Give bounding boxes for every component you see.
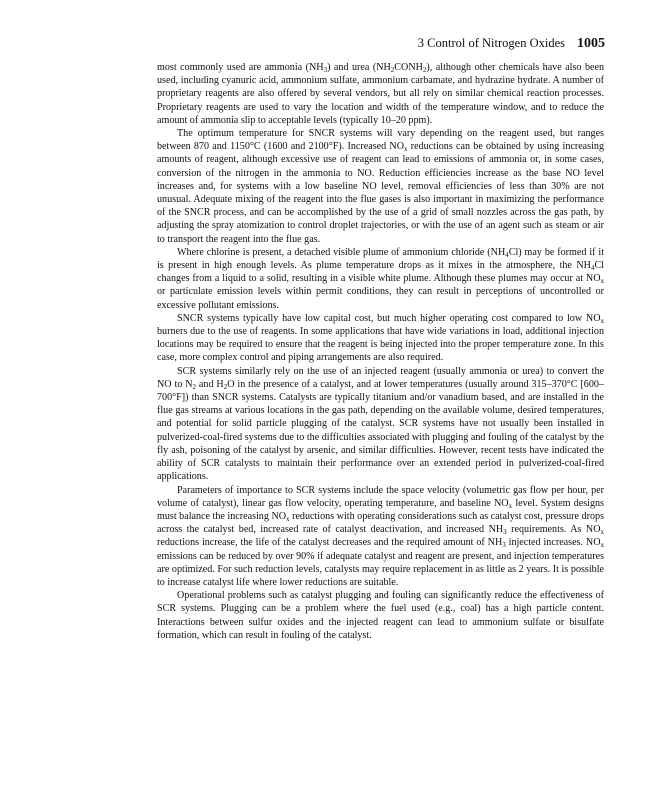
subscript: 4	[590, 264, 595, 273]
page-number: 1005	[577, 36, 605, 51]
subscript: x	[600, 541, 604, 550]
subscript: x	[600, 316, 604, 325]
subscript: x	[600, 277, 604, 286]
paragraph-4: SNCR systems typically have low capital cost, but much higher operating cost compared to low $NO_x$ burners due to the use of reagents. In some applications that have wide variations in load, additional injection locations may be required to ensure that the reagent is being injected into the proper temperature zone. In this case, more complex control and piping arrangements are also required.	[157, 312, 604, 364]
subscript: 2	[192, 382, 197, 391]
subscript: 3	[503, 528, 507, 537]
subscript: x	[600, 528, 604, 537]
paragraph-6: Parameters of importance to SCR systems include the space velocity (volumetric gas flow per hour, per volume of catalyst), linear gas flow velocity, operating temperature, and baseline $NO_x$ level. System designs must balance the increasing $NO_x$ reductions with operating considerations such as catalyst cost, pressure drops across the catalyst bed, increased rate of catalyst deactivation, and increased $NH_3$ requirements. As $NO_x$ reductions increase, the life of the catalyst decreases and the required amount of $NH_3$ injected increases. $NO_x$ emissions can be reduced by over 90% if adequate catalyst and reagent are present, and injection temperatures are optimized. For such reduction levels, catalysts may require replacement in as little as 2 years. It is possible to increase catalyst life where lower reductions are suitable.	[157, 484, 604, 588]
subscript: 2	[223, 382, 228, 391]
paragraph-3: Where chlorine is present, a detached visible plume of ammonium chloride $(NH_4Cl)$ may be formed if it is present in high enough levels. As plume temperature drops as it mixes in the atmosphere, the $NH_4Cl$ changes from a liquid to a solid, resulting in a visible white plume. Although these plumes may occur at $NO_x$ or particulate emission levels within permit conditions, they can result in perceptions of uncontrolled or excessive pollutant emissions.	[157, 246, 605, 311]
subscript: 3	[323, 66, 328, 74]
subscript: x	[286, 514, 290, 523]
chapter-title: 3 Control of Nitrogen Oxides	[417, 36, 565, 50]
subscript: x	[508, 501, 513, 510]
subscript: 3	[502, 541, 506, 550]
subscript: 2	[422, 66, 427, 74]
paragraph-7: Operational problems such as catalyst plugging and fouling can significantly reduce the effectiveness of SCR systems. Plugging can be a problem where the fuel used (e.g., coal) has a high particle content. Interactions between sulfur oxides and the injected reagent can lead to ammonium sulfate or bisulfate formation, which can result in fouling of the catalyst.	[157, 590, 604, 641]
subscript: 2	[390, 66, 395, 74]
body-text	[157, 61, 604, 642]
paragraph-1: most commonly used are ammonia $(NH_3)$ and urea $(NH_2CONH_2)$, although other chemicals have also been used, including cyanuric acid, ammonium sulfate, ammonium carbamate, and hydrazine hydrate. A number of proprietary reagents are also offered by several vendors, but all rely on similar chemical reaction processes. Proprietary reagents are used to vary the location and width of the temperature window, and to reduce the amount of ammonia slip to acceptable levels (typically 10–20 ppm).	[157, 62, 605, 126]
paragraph-5: SCR systems similarly rely on the use of an injected reagent (usually ammonia or urea) to convert the NO to $N_2$ and $H_2O$ in the presence of a catalyst, and at lower temperatures (usually around 315–370°C [600–700°F]) than SNCR systems. Catalysts are typically titanium and/or vanadium based, and are installed in the flue gas streams at various locations in the gas path, depending on the available volume, desired temperatures, and potential for solid particle plugging of the catalyst. SCR systems have not usually been installed in pulverized-coal-fired systems due to the difficulties associated with plugging and fouling of the catalyst by the fly ash, poisoning of the catalyst by arsenic, and similar difficulties. However, recent tests have indicated the ability of SCR catalysts to maintain their performance over an extended period in pulverized-coal-fired applications.	[157, 365, 604, 483]
subscript: 4	[505, 250, 509, 259]
running-header	[157, 36, 605, 52]
paragraph-2: The optimum temperature for SNCR systems will vary depending on the reagent used, but ranges between 870 and 1150°C (1600 and 2100°F). Increased $NO_x$ reductions can be obtained by using increasing amounts of reagent, although excessive use of reagent can lead to emissions of ammonia or, in some cases, conversion of the nitrogen in the ammonia to NO. Reduction efficiencies increase as the base NO level increases and, for systems with a low baseline NO level, removal efficiencies of less than 30% are not unusual. Adequate mixing of the reagent into the flue gases is also important in maximizing the performance of the SNCR process, and can be accomplished by the use of a grid of small nozzles across the gas path, by adjusting the spray atomization to control droplet trajectories, or with the use of an agent such as steam or air to transport the reagent into the flue gas.	[157, 128, 604, 245]
subscript: x	[403, 145, 408, 154]
